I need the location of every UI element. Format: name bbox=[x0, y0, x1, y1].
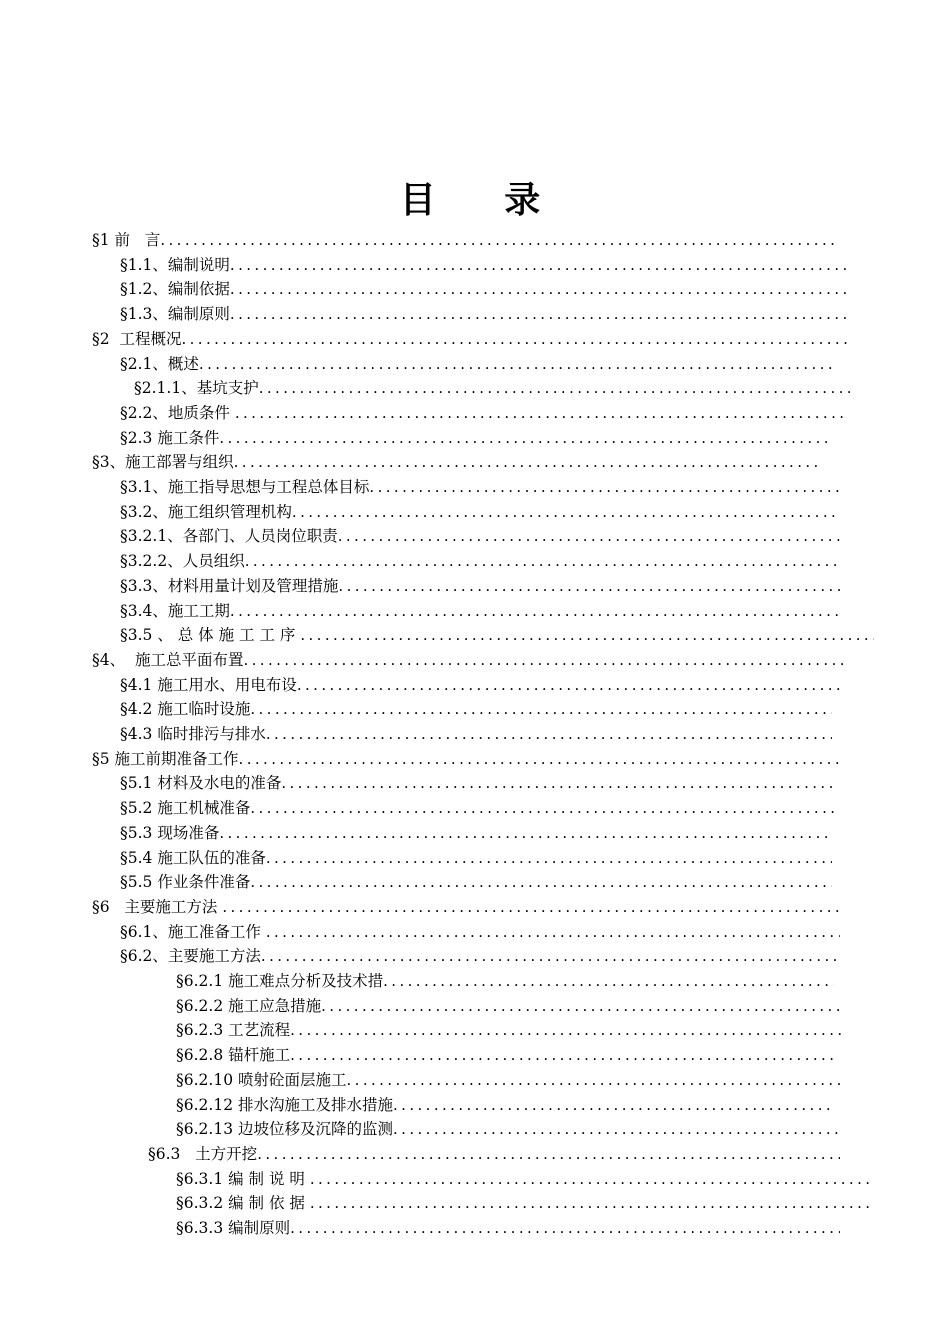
dot-leader bbox=[160, 228, 836, 253]
toc-entry-label: §2.1、概述 bbox=[120, 354, 199, 373]
toc-entry[interactable] bbox=[120, 524, 840, 549]
dot-leader bbox=[230, 599, 840, 624]
toc-entry-label: §6 主要施工方法 bbox=[92, 897, 223, 916]
toc-entry[interactable] bbox=[92, 747, 840, 772]
toc-entry[interactable] bbox=[176, 1068, 840, 1093]
dot-leader bbox=[297, 673, 842, 698]
toc-entry[interactable] bbox=[120, 944, 840, 969]
toc-entry-label: §6.1、施工准备工作 bbox=[120, 922, 266, 941]
toc-entry[interactable] bbox=[120, 401, 847, 426]
dot-leader bbox=[338, 574, 840, 599]
toc-entry[interactable] bbox=[120, 920, 840, 945]
toc-entry[interactable] bbox=[120, 253, 847, 278]
toc-entry-label: §6.2.8 锚杆施工 bbox=[176, 1046, 291, 1065]
toc-entry[interactable] bbox=[176, 969, 834, 994]
toc-entry[interactable] bbox=[120, 302, 847, 327]
toc-entry-label: §3.1、施工指导思想与工程总体目标 bbox=[120, 478, 370, 496]
toc-entry[interactable] bbox=[120, 821, 832, 846]
toc-entry-label: §2.3 施工条件 bbox=[120, 428, 220, 447]
toc-entry-label: §6.3 土方开挖 bbox=[148, 1144, 258, 1163]
dot-leader bbox=[266, 846, 832, 871]
dot-leader bbox=[245, 549, 840, 574]
dot-leader bbox=[310, 1191, 874, 1216]
dot-leader bbox=[239, 747, 840, 772]
toc-entry-label: §4.1 施工用水、用电布设 bbox=[120, 675, 297, 694]
toc-entry[interactable] bbox=[92, 895, 844, 920]
dot-leader bbox=[219, 821, 832, 846]
toc-entry-label: §5.1 材料及水电的准备 bbox=[120, 774, 282, 793]
toc-entry[interactable] bbox=[120, 475, 840, 500]
dot-leader bbox=[383, 969, 834, 994]
toc-entry-label: §3.2.1、各部门、人员岗位职责 bbox=[120, 527, 338, 546]
toc-entry[interactable] bbox=[92, 450, 818, 475]
toc-entry-label: §6.2.12 排水沟施工及排水措施 bbox=[176, 1095, 393, 1114]
toc-entry[interactable] bbox=[134, 376, 852, 401]
toc-entry-label: §6.2.1 施工难点分析及技术措 bbox=[176, 972, 384, 990]
dot-leader bbox=[346, 1068, 840, 1093]
dot-leader bbox=[338, 524, 840, 549]
dot-leader bbox=[290, 1043, 834, 1068]
dot-leader bbox=[230, 253, 847, 278]
toc-entry[interactable] bbox=[120, 870, 832, 895]
toc-entry-label: §2.1.1、基坑支护 bbox=[134, 379, 259, 398]
toc-entry[interactable] bbox=[120, 673, 842, 698]
toc-entry-label: §2.2、地质条件 bbox=[120, 403, 235, 422]
toc-entry-label: §3.2、施工组织管理机构 bbox=[120, 502, 292, 521]
toc-entry-label: §1.1、编制说明 bbox=[120, 255, 230, 274]
dot-leader bbox=[257, 1142, 840, 1167]
toc-entry-label: §5.4 施工队伍的准备 bbox=[120, 848, 266, 867]
toc-entry[interactable] bbox=[120, 426, 832, 451]
toc-entry-label: §1 前 言 bbox=[92, 231, 161, 249]
dot-leader bbox=[393, 1117, 840, 1142]
toc-entry-label: §3.3、材料用量计划及管理措施 bbox=[120, 576, 339, 595]
toc-entry-label: §6.2.13 边坡位移及沉降的监测 bbox=[176, 1120, 393, 1139]
toc-entry[interactable] bbox=[176, 1018, 842, 1043]
dot-leader bbox=[290, 1018, 842, 1043]
dot-leader bbox=[222, 895, 844, 920]
toc-entry[interactable] bbox=[92, 228, 836, 253]
toc-entry[interactable] bbox=[120, 549, 840, 574]
dot-leader bbox=[243, 648, 847, 673]
toc-entry-label: §3.2.2、人员组织 bbox=[120, 552, 245, 571]
toc-entry[interactable] bbox=[176, 1093, 834, 1118]
toc-entry[interactable] bbox=[120, 352, 836, 377]
toc-entry-label: §5.3 现场准备 bbox=[120, 823, 220, 842]
toc-entry-label: §6.2.10 喷射砼面层施工 bbox=[176, 1070, 347, 1089]
toc-entry[interactable] bbox=[148, 1142, 840, 1167]
toc-entry-label: §4.3 临时排污与排水 bbox=[120, 725, 266, 743]
dot-leader bbox=[310, 1167, 874, 1192]
toc-entry-label: §5.5 作业条件准备 bbox=[120, 873, 251, 892]
toc-entry[interactable] bbox=[120, 277, 847, 302]
page-title: 目 录 bbox=[399, 179, 569, 221]
toc-entry-label: §4.2 施工临时设施 bbox=[120, 700, 251, 719]
dot-leader bbox=[321, 994, 840, 1019]
dot-leader bbox=[281, 771, 836, 796]
toc-entry[interactable] bbox=[176, 1043, 834, 1068]
toc-entry-label: §3、施工部署与组织 bbox=[92, 453, 234, 472]
dot-leader bbox=[250, 870, 832, 895]
toc-entry-label: §1.2、编制依据 bbox=[120, 280, 230, 299]
toc-entry[interactable] bbox=[120, 574, 840, 599]
toc-entry[interactable] bbox=[176, 1167, 874, 1192]
toc-entry[interactable] bbox=[120, 846, 832, 871]
toc-entry-label: §3.4、施工工期 bbox=[120, 601, 230, 620]
toc-entry[interactable] bbox=[120, 796, 836, 821]
toc-entry[interactable] bbox=[120, 599, 840, 624]
dot-leader bbox=[199, 352, 836, 377]
dot-leader bbox=[181, 327, 847, 352]
toc-entry-label: §6.2.2 施工应急措施 bbox=[176, 996, 322, 1015]
toc-entry[interactable] bbox=[120, 500, 840, 525]
toc-entry[interactable] bbox=[176, 1117, 840, 1142]
toc-entry-label: §6.2、主要施工方法 bbox=[120, 947, 261, 966]
dot-leader bbox=[250, 697, 832, 722]
dot-leader bbox=[235, 401, 847, 426]
toc-entry-label: §3.5 、 总 体 施 工 工 序 bbox=[120, 626, 301, 645]
toc-entry-label: §1.3、编制原则 bbox=[120, 305, 230, 324]
toc-entry-label: §6.2.3 工艺流程 bbox=[176, 1021, 291, 1040]
toc-entry-label: §6.3.2 编 制 依 据 bbox=[176, 1194, 310, 1213]
dot-leader bbox=[292, 500, 840, 525]
dot-leader bbox=[259, 376, 852, 401]
toc-entry[interactable] bbox=[120, 771, 836, 796]
dot-leader bbox=[230, 302, 847, 327]
dot-leader bbox=[300, 623, 874, 648]
dot-leader bbox=[219, 426, 832, 451]
toc-entry[interactable] bbox=[120, 697, 832, 722]
toc-entry[interactable] bbox=[92, 648, 847, 673]
dot-leader bbox=[261, 944, 840, 969]
toc-entry-label: §5 施工前期准备工作 bbox=[92, 749, 239, 768]
toc-entry-label: §4、 施工总平面布置 bbox=[92, 650, 244, 669]
toc-entry-label: §6.3.3 编制原则 bbox=[176, 1219, 291, 1237]
toc-entry-label: §6.3.1 编 制 说 明 bbox=[176, 1169, 310, 1188]
dot-leader bbox=[266, 920, 840, 945]
toc-entry[interactable] bbox=[120, 623, 874, 648]
dot-leader bbox=[250, 796, 836, 821]
toc-entry[interactable] bbox=[176, 1191, 874, 1216]
toc-entry[interactable] bbox=[92, 327, 847, 352]
dot-leader bbox=[369, 475, 840, 500]
dot-leader bbox=[290, 1216, 840, 1241]
dot-leader bbox=[230, 277, 847, 302]
toc-entry-label: §5.2 施工机械准备 bbox=[120, 799, 251, 818]
dot-leader bbox=[266, 722, 832, 747]
toc-entry[interactable] bbox=[120, 722, 832, 747]
toc-entry[interactable] bbox=[176, 1216, 840, 1241]
toc-entry-label: §2 工程概况 bbox=[92, 329, 182, 348]
dot-leader bbox=[234, 450, 818, 475]
toc-entry[interactable] bbox=[176, 994, 840, 1019]
dot-leader bbox=[393, 1093, 834, 1118]
